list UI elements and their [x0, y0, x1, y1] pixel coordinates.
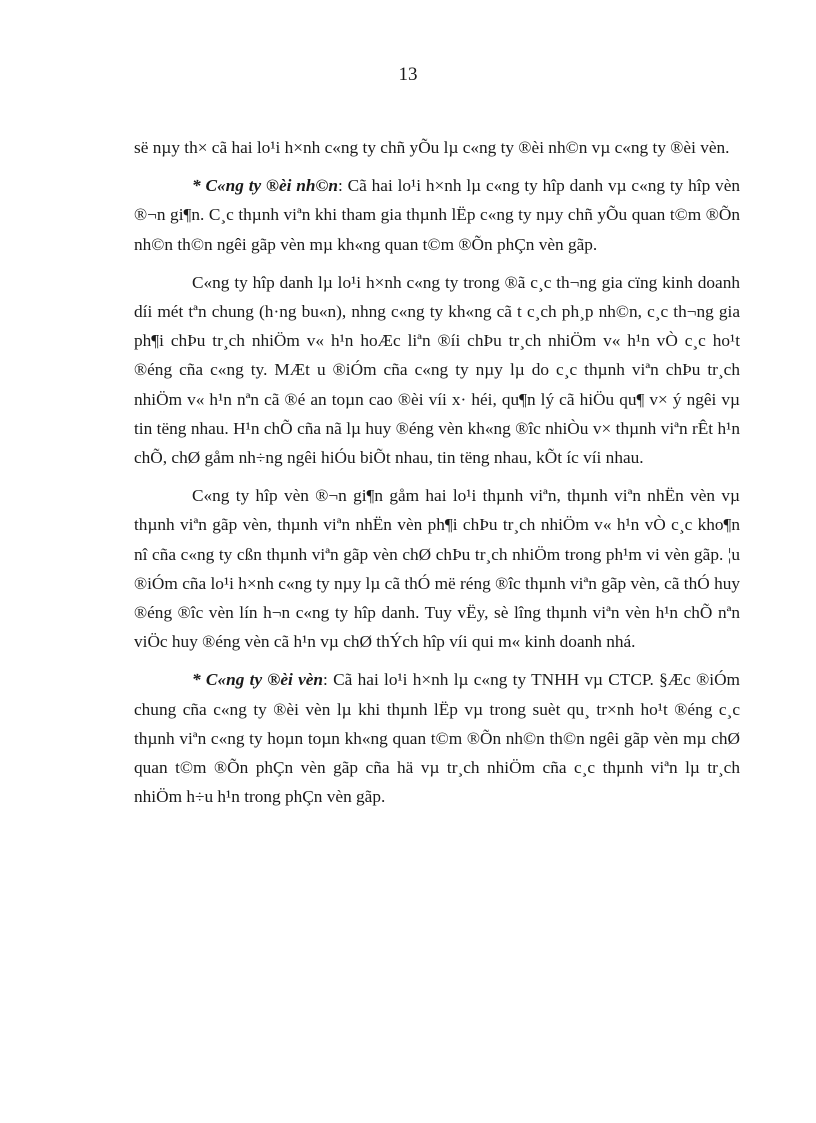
paragraph-text: : Cã hai lo¹i h×nh lµ c«ng ty hîp danh vµ c«ng ty hîp vèn ®¬n gi¶n. C¸c thµnh viªn khi tham gia thµnh lËp c«ng ty nµy chñ yÕu quan t©m ®Õn nh©n th©n ngêi gãp vèn mµ kh«ng quan t©m ®Õn phÇn vèn gãp. — [134, 176, 741, 254]
paragraph-continuation — [134, 133, 740, 162]
section-heading-doi-nhan: * C«ng ty ®èi nh©n — [192, 176, 338, 196]
paragraph-text: C«ng ty hîp vèn ®¬n gi¶n gåm hai lo¹i thµnh viªn, thµnh viªn nhËn vèn vµ thµnh viªn gãp vèn, thµnh viªn nhËn vèn ph¶i chÞu tr¸ch nhiÖm v« h¹n vÒ c¸c kho¶n nî cña c«ng ty cßn thµnh viªn gãp vèn chØ chÞu tr¸ch nhiÖm trong ph¹m vi vèn gãp. ¦u ®iÓm cña lo¹i h×nh c«ng ty nµy lµ cã thÓ më réng ®îc thµnh viªn gãp vèn, cã thÓ huy ®éng ®îc vèn lín h¬n c«ng ty hîp danh. Tuy vËy, sè lîng thµnh viªn vèn h¹n chÕ nªn viÖc huy ®éng vèn cã h¹n vµ chØ thÝch hîp víi qui m« kinh doanh nhá. — [134, 486, 740, 652]
document-body — [134, 133, 740, 820]
paragraph-hop-von — [134, 481, 740, 656]
paragraph-text: së nµy th× cã hai lo¹i h×nh c«ng ty chñ yÕu lµ c«ng ty ®èi nh©n vµ c«ng ty ®èi vèn. — [134, 138, 730, 157]
paragraph-text: : Cã hai lo¹i h×nh lµ c«ng ty TNHH vµ CTCP. §Æc ®iÓm chung cña c«ng ty ®èi vèn lµ khi thµnh lËp vµ trong suèt qu¸ tr×nh ho¹t ®éng c¸c thµnh viªn c«ng ty hoµn toµn kh«ng quan t©m ®Õn nh©n th©n ngêi gãp vèn mµ chØ quan t©m ®Õn phÇn vèn gãp cña hä vµ tr¸ch nhiÖm cña c¸c thµnh viªn lµ tr¸ch nhiÖm h÷u h¹n trong phÇn vèn gãp. — [134, 670, 740, 807]
paragraph-hop-danh — [134, 268, 740, 472]
paragraph-doi-von — [134, 665, 740, 811]
page-number: 13 — [398, 64, 418, 85]
paragraph-text: C«ng ty hîp danh lµ lo¹i h×nh c«ng ty trong ®ã c¸c th¬ng gia cïng kinh doanh díi mét tªn chung (h·ng bu«n), nhng c«ng ty kh«ng cã t c¸ch ph¸p nh©n, c¸c th¬ng gia ph¶i chÞu tr¸ch nhiÖm v« h¹n hoÆc liªn ®íi chÞu tr¸ch nhiÖm v« h¹n vÒ c¸c ho¹t ®éng cña c«ng ty. MÆt u ®iÓm cña c«ng ty nµy lµ do c¸c thµnh viªn chÞu tr¸ch nhiÖm v« h¹n nªn cã ®é an toµn cao ®èi víi x· héi, qu¶n lý cã hiÖu qu¶ v× ý ngêi vµ tin tëng nhau. H¹n chÕ cña nã lµ huy ®éng vèn kh«ng ®îc nhiÒu v× thµnh viªn rÊt h¹n chÕ, chØ gåm nh÷ng ngêi hiÓu biÕt nhau, tin tëng nhau, kÕt íc víi nhau. — [134, 272, 740, 468]
section-heading-doi-von: * C«ng ty ®èi vèn — [192, 670, 324, 690]
paragraph-doi-nhan — [134, 171, 740, 259]
